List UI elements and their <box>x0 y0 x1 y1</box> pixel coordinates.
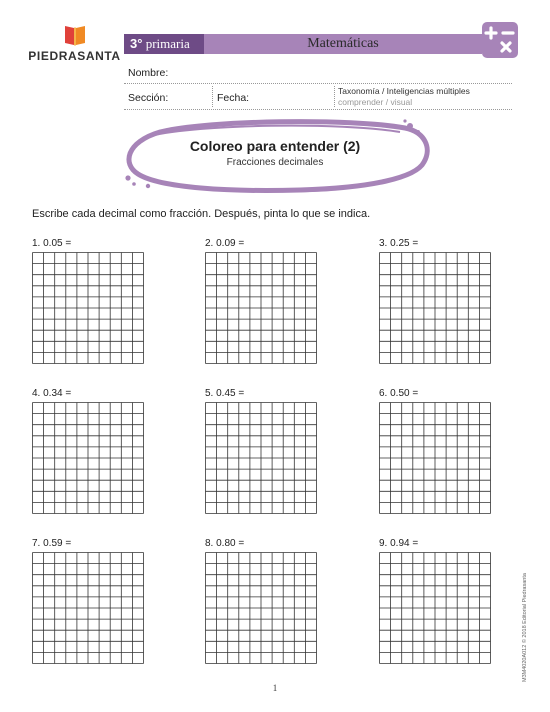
worksheet-title: Coloreo para entender (2) <box>189 138 361 154</box>
field-divider <box>334 86 335 107</box>
grade-number: 3° <box>130 36 143 51</box>
exercise-label: 7. 0.59 = <box>32 538 72 549</box>
hundred-grid[interactable] <box>205 402 317 514</box>
exercise-9 <box>379 538 494 664</box>
exercise-label: 9. 0.94 = <box>379 538 419 549</box>
exercise-label: 5. 0.45 = <box>205 388 245 399</box>
taxonomy-value: comprender / visual <box>338 97 413 107</box>
publisher-logo <box>27 24 122 66</box>
name-row <box>124 62 512 84</box>
copyright-side-text: M3M4020A012 © 2018 Editorial Piedrasanta <box>522 573 528 682</box>
exercise-8 <box>205 538 320 664</box>
hundred-grid[interactable] <box>379 552 491 664</box>
exercise-1 <box>32 238 147 364</box>
hundred-grid[interactable] <box>205 552 317 664</box>
section-row <box>124 84 512 110</box>
hundred-grid[interactable] <box>379 402 491 514</box>
logo-text: PIEDRASANTA <box>28 49 121 63</box>
exercise-3 <box>379 238 494 364</box>
subject-title: Matemáticas <box>307 36 379 51</box>
instructions: Escribe cada decimal como fracción. Después, pinta lo que se indica. <box>32 208 371 220</box>
header-bar <box>124 34 482 54</box>
hundred-grid[interactable] <box>32 402 144 514</box>
exercise-label: 2. 0.09 = <box>205 238 245 249</box>
date-label: Fecha: <box>217 92 250 104</box>
exercise-label: 8. 0.80 = <box>205 538 245 549</box>
exercise-6 <box>379 388 494 514</box>
grade-badge <box>124 34 204 54</box>
exercise-label: 3. 0.25 = <box>379 238 419 249</box>
worksheet-subtitle: Fracciones decimales <box>226 157 324 168</box>
hundred-grid[interactable] <box>205 252 317 364</box>
name-label: Nombre: <box>128 67 169 79</box>
hundred-grid[interactable] <box>379 252 491 364</box>
exercise-label: 6. 0.50 = <box>379 388 419 399</box>
field-divider <box>212 86 213 107</box>
exercise-2 <box>205 238 320 364</box>
exercise-5 <box>205 388 320 514</box>
grade-level: primaria <box>145 36 190 51</box>
section-label: Sección: <box>128 92 169 104</box>
exercise-4 <box>32 388 147 514</box>
book-logo-icon <box>62 24 88 46</box>
exercise-7 <box>32 538 147 664</box>
math-operations-icon <box>482 22 518 58</box>
exercise-label: 4. 0.34 = <box>32 388 72 399</box>
exercise-label: 1. 0.05 = <box>32 238 72 249</box>
taxonomy-label: Taxonomía / Inteligencias múltiples <box>338 86 470 96</box>
hundred-grid[interactable] <box>32 552 144 664</box>
page-number: 1 <box>272 683 278 693</box>
hundred-grid[interactable] <box>32 252 144 364</box>
